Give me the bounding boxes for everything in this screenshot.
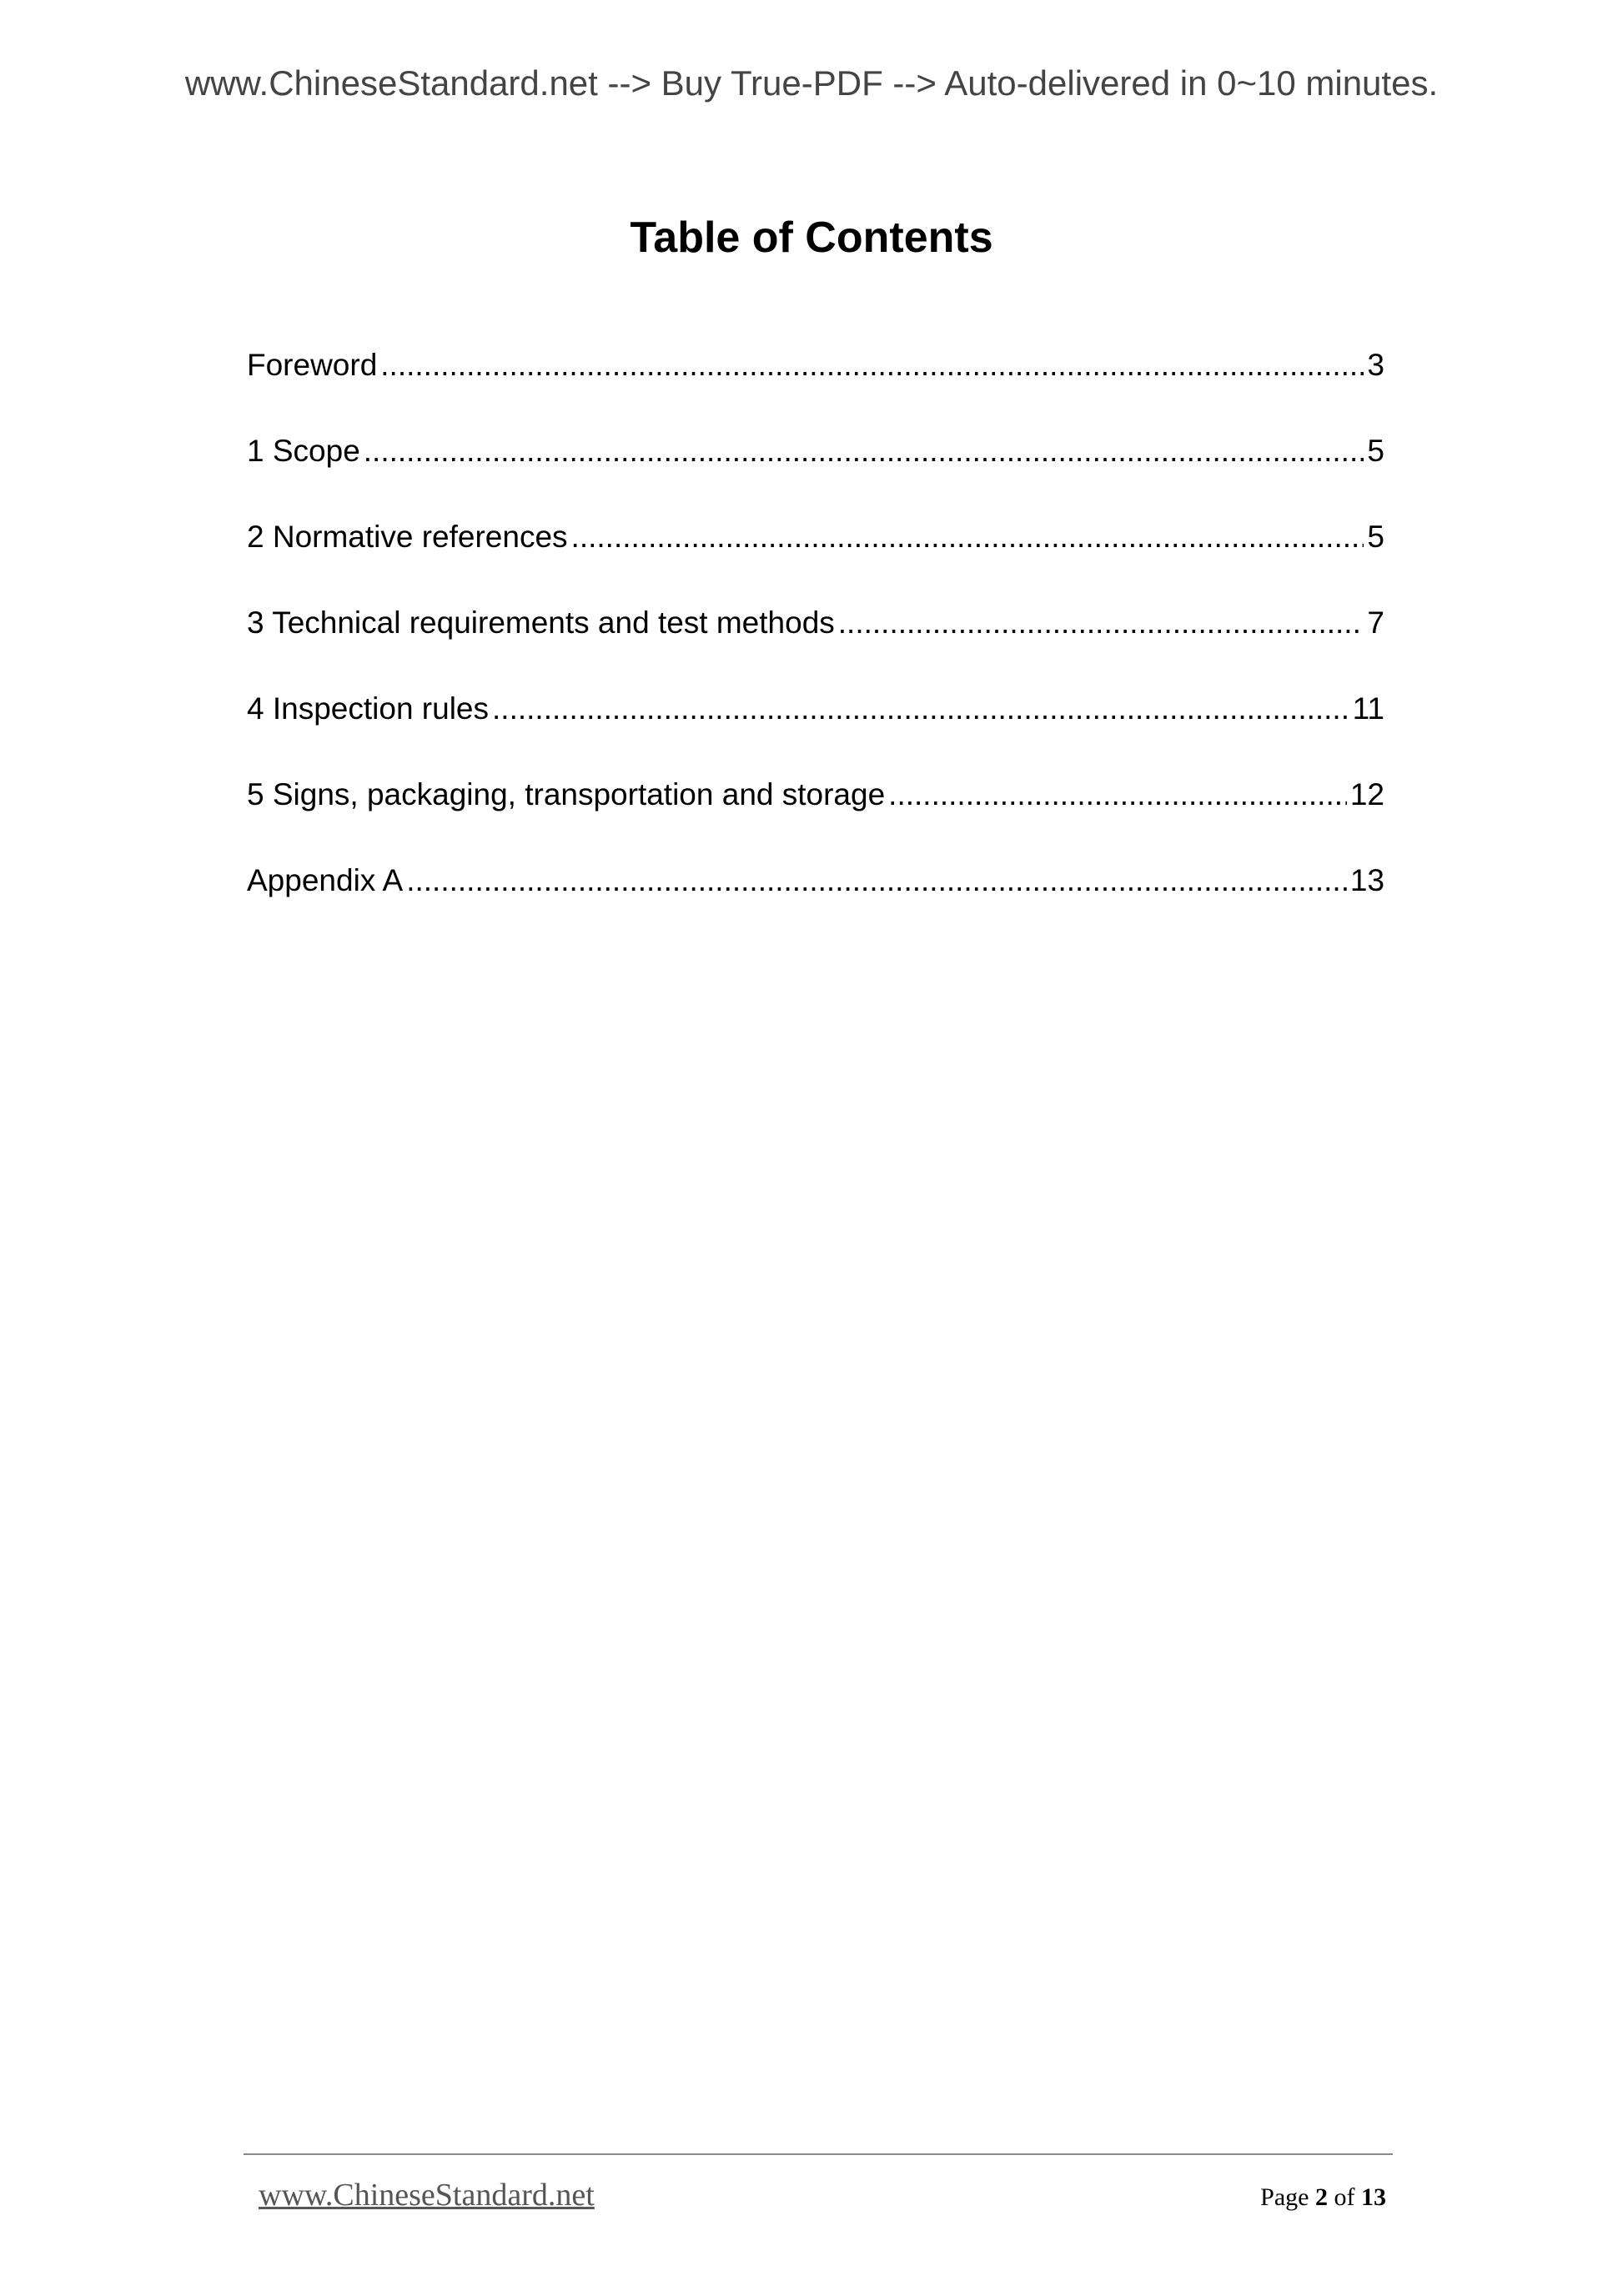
footer-divider: [244, 2153, 1393, 2155]
toc-entry-appendix-a[interactable]: [247, 857, 1384, 943]
toc-entry-page: 12: [1349, 777, 1384, 811]
toc-entry-signs-packaging[interactable]: [247, 771, 1384, 857]
toc-leader-dots: [364, 428, 1364, 475]
toc-entry-label: 2 Normative references: [247, 520, 568, 554]
toc-leader-dots: [380, 342, 1364, 389]
toc-entry-label: 4 Inspection rules: [247, 691, 490, 726]
toc-entry-page: 5: [1367, 520, 1384, 554]
top-banner: www.ChineseStandard.net --> Buy True-PDF --> Auto-delivered in 0~10 minutes.: [184, 63, 1439, 103]
toc-entry-label: 1 Scope: [247, 434, 360, 468]
toc-entry-foreword[interactable]: [247, 342, 1384, 428]
toc-list: [247, 342, 1384, 943]
toc-leader-dots: [492, 686, 1349, 732]
toc-entry-page: 13: [1349, 863, 1384, 897]
footer-site-link[interactable]: www.ChineseStandard.net: [259, 2178, 595, 2213]
toc-entry-label: 5 Signs, packaging, transportation and storage: [247, 777, 886, 811]
toc-entry-label: Appendix A: [247, 863, 404, 897]
toc-entry-label: Foreword: [247, 348, 378, 382]
toc-entry-page: 7: [1367, 605, 1384, 640]
page-prefix: Page: [1260, 2183, 1309, 2211]
current-page: 2: [1315, 2183, 1328, 2211]
page-separator: of: [1334, 2183, 1355, 2211]
toc-entry-technical-requirements[interactable]: [247, 600, 1384, 686]
toc-entry-label: 3 Technical requirements and test methods: [247, 605, 835, 640]
toc-leader-dots: [888, 771, 1347, 818]
footer-page-number: [1260, 2183, 1386, 2212]
toc-entry-page: 11: [1352, 691, 1384, 726]
page-title: Table of Contents: [630, 214, 993, 262]
toc-entry-page: 3: [1367, 348, 1384, 382]
toc-entry-normative-references[interactable]: [247, 514, 1384, 600]
toc-leader-dots: [571, 514, 1364, 560]
toc-leader-dots: [838, 600, 1364, 646]
toc-entry-page: 5: [1367, 434, 1384, 468]
toc-entry-inspection-rules[interactable]: [247, 686, 1384, 771]
toc-entry-scope[interactable]: [247, 428, 1384, 514]
total-pages: 13: [1361, 2183, 1386, 2211]
toc-leader-dots: [406, 857, 1347, 904]
